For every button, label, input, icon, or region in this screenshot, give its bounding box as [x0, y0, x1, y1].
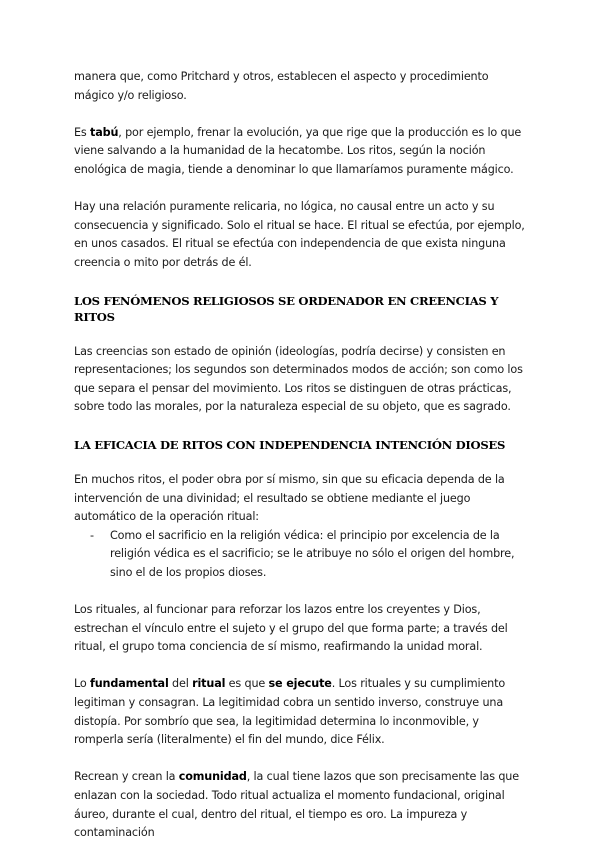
list-item-text: Como el sacrificio en la religión védica: el principio por excelencia de la religión védica es el sacrificio; se le atribuye no sólo el origen del hombre, sino el de los propios dioses. — [110, 528, 515, 579]
dash-bullet-marker: - — [90, 528, 94, 542]
paragraph-2-text-end: , por ejemplo, frenar la evolución, ya que rige que la producción es lo que viene salvando a la humanidad de la hecatombe. Los ritos, según la noción enológica de magia, tiende a denominar lo que llamaríamos puramente mágico. — [74, 125, 522, 176]
paragraph-7 — [74, 675, 526, 749]
paragraph-7-text-c: del — [168, 677, 193, 691]
paragraph-7-text-e: es que — [225, 677, 269, 691]
paragraph-8 — [74, 768, 526, 842]
paragraph-8-text-a: Recrean y crean la — [74, 770, 179, 784]
paragraph-2-text-start: Es — [74, 125, 91, 139]
paragraph-8-text-c: , la cual tiene lazos que son precisamente las que enlazan con la sociedad. Todo ritual actualiza el momento fundacional, original áureo, durante el cual, dentro del ritual, el tiempo es oro. La impureza y contaminación — [74, 770, 519, 840]
bold-term-tabu: tabú — [90, 125, 119, 139]
paragraph-2 — [74, 124, 526, 180]
bullet-list — [74, 527, 526, 583]
paragraph-1: manera que, como Pritchard y otros, establecen el aspecto y procedimiento mágico y/o religioso. — [74, 70, 489, 102]
paragraph-6: Los rituales, al funcionar para reforzar los lazos entre los creyentes y Dios, estrechan el vínculo entre el sujeto y el grupo del que forma parte; a través del ritual, el grupo toma conciencia de sí mismo, reafirmando la unidad moral. — [74, 603, 508, 654]
paragraph-5: En muchos ritos, el poder obra por sí mismo, sin que su eficacia dependa de la intervención de una divinidad; el resultado se obtiene mediante el juego automático de la operación ritual: — [74, 472, 505, 524]
bold-term-comunidad: comunidad — [178, 770, 247, 784]
bold-term-ritual: ritual — [192, 677, 226, 691]
list-item — [74, 527, 526, 583]
paragraph-4: Las creencias son estado de opinión (ideologías, podría decirse) y consisten en representaciones; los segundos son determinados modos de acción; son como los que separa el pensar del movimiento. Los ritos se distinguen de otras prácticas, sobre todo las morales, por la naturaleza especial de su objeto, que es sagrado. — [74, 344, 523, 414]
bold-term-fundamental: fundamental — [90, 677, 169, 691]
paragraph-7-text-g: . Los rituales y su cumplimiento legitiman y consagran. La legitimidad cobra un sentido inverso, construye una distopía. Por sombrío que sea, la legitimidad determina lo inconmovible, y romperla sería (literalmente) el fin del mundo, dice Félix. — [74, 677, 506, 747]
document-body — [74, 68, 526, 843]
bold-term-se-ejecute: se ejecute — [268, 677, 332, 691]
paragraph-3: Hay una relación puramente relicaria, no lógica, no causal entre un acto y su consecuencia y significado. Solo el ritual se hace. El ritual se efectúa, por ejemplo, en unos casados. El ritual se efectúa con independencia de que exista ninguna creencia o mito por detrás de él. — [74, 200, 525, 269]
section-heading-creencias-ritos: LOS FENÓMENOS RELIGIOSOS SE ORDENADOR EN CREENCIAS Y RITOS — [74, 293, 499, 324]
section-heading-eficacia-ritos: LA EFICACIA DE RITOS CON INDEPENDENCIA INTENCIÓN DIOSES — [74, 437, 506, 452]
paragraph-7-text-a: Lo — [74, 677, 90, 691]
